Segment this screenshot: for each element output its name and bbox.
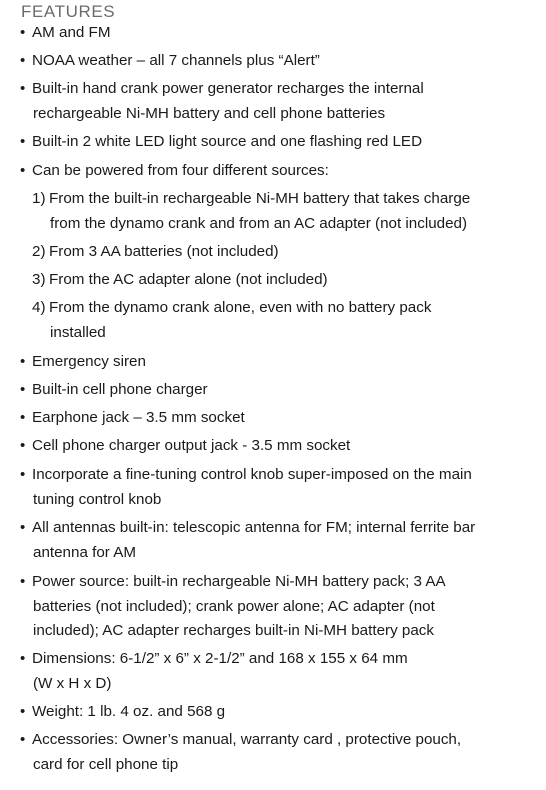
bullet-marker: •	[20, 703, 26, 720]
item-text-line: From the built-in rechargeable Ni-MH battery that takes charge	[49, 190, 471, 207]
item-text-line: rechargeable Ni-MH battery and cell phone batteries	[33, 104, 386, 122]
item-number: 2)	[32, 243, 46, 260]
item-number: 3)	[32, 271, 46, 288]
item-text-line: tuning control knob	[33, 490, 162, 508]
item-text-line: included); AC adapter recharges built-in Ni-MH battery pack	[33, 622, 434, 639]
item-text-line: Cell phone charger output jack - 3.5 mm socket	[32, 437, 351, 454]
bullet-marker: •	[20, 24, 26, 41]
item-text-line: (W x H x D)	[33, 674, 112, 692]
bullet-marker: •	[20, 519, 26, 536]
item-text-line: From 3 AA batteries (not included)	[49, 243, 279, 260]
item-text-line: Can be powered from four different sources:	[32, 162, 329, 179]
bullet-marker: •	[20, 133, 26, 150]
bullet-marker: •	[20, 52, 26, 69]
bullet-marker: •	[20, 80, 26, 97]
section-heading: FEATURES	[21, 2, 116, 21]
bullet-marker: •	[20, 381, 26, 398]
item-text-line: antenna for AM	[33, 543, 137, 561]
bullet-marker: •	[20, 573, 26, 590]
bullet-marker: •	[20, 409, 26, 426]
item-text-line: Built-in 2 white LED light source and one flashing red LED	[32, 133, 423, 150]
item-text-line: From the dynamo crank alone, even with no battery pack	[49, 299, 432, 316]
item-number: 1)	[32, 190, 46, 207]
item-text-line: From the AC adapter alone (not included)	[49, 271, 328, 288]
bullet-marker: •	[20, 650, 26, 667]
item-text-line: Power source: built-in rechargeable Ni-MH battery pack; 3 AA	[32, 573, 446, 590]
item-text-line: Built-in cell phone charger	[32, 381, 208, 398]
bullet-marker: •	[20, 437, 26, 454]
item-text-line: Accessories: Owner’s manual, warranty card , protective pouch,	[32, 731, 462, 748]
item-text-line: Earphone jack – 3.5 mm socket	[32, 409, 245, 426]
item-text-line: installed	[50, 323, 106, 341]
item-text-line: Emergency siren	[32, 353, 146, 370]
item-text-line: Weight: 1 lb. 4 oz. and 568 g	[32, 703, 226, 720]
bullet-marker: •	[20, 731, 26, 748]
bullet-marker: •	[20, 162, 26, 179]
item-text-line: card for cell phone tip	[33, 755, 179, 773]
item-text-line: Incorporate a fine-tuning control knob super-imposed on the main	[32, 466, 472, 483]
item-text-line: Built-in hand crank power generator recharges the internal	[32, 80, 424, 97]
item-text-line: Dimensions: 6-1/2” x 6” x 2-1/2” and 168 x 155 x 64 mm	[32, 650, 408, 667]
item-text-line: NOAA weather – all 7 channels plus “Alert”	[32, 52, 320, 69]
bullet-marker: •	[20, 466, 26, 483]
item-text-line: All antennas built-in: telescopic antenna for FM; internal ferrite bar	[32, 519, 476, 536]
item-text-line: batteries (not included); crank power alone; AC adapter (not	[33, 597, 435, 615]
item-number: 4)	[32, 299, 46, 316]
item-text-line: AM and FM	[32, 24, 111, 41]
item-text-line: from the dynamo crank and from an AC adapter (not included)	[50, 214, 468, 232]
bullet-marker: •	[20, 353, 26, 370]
